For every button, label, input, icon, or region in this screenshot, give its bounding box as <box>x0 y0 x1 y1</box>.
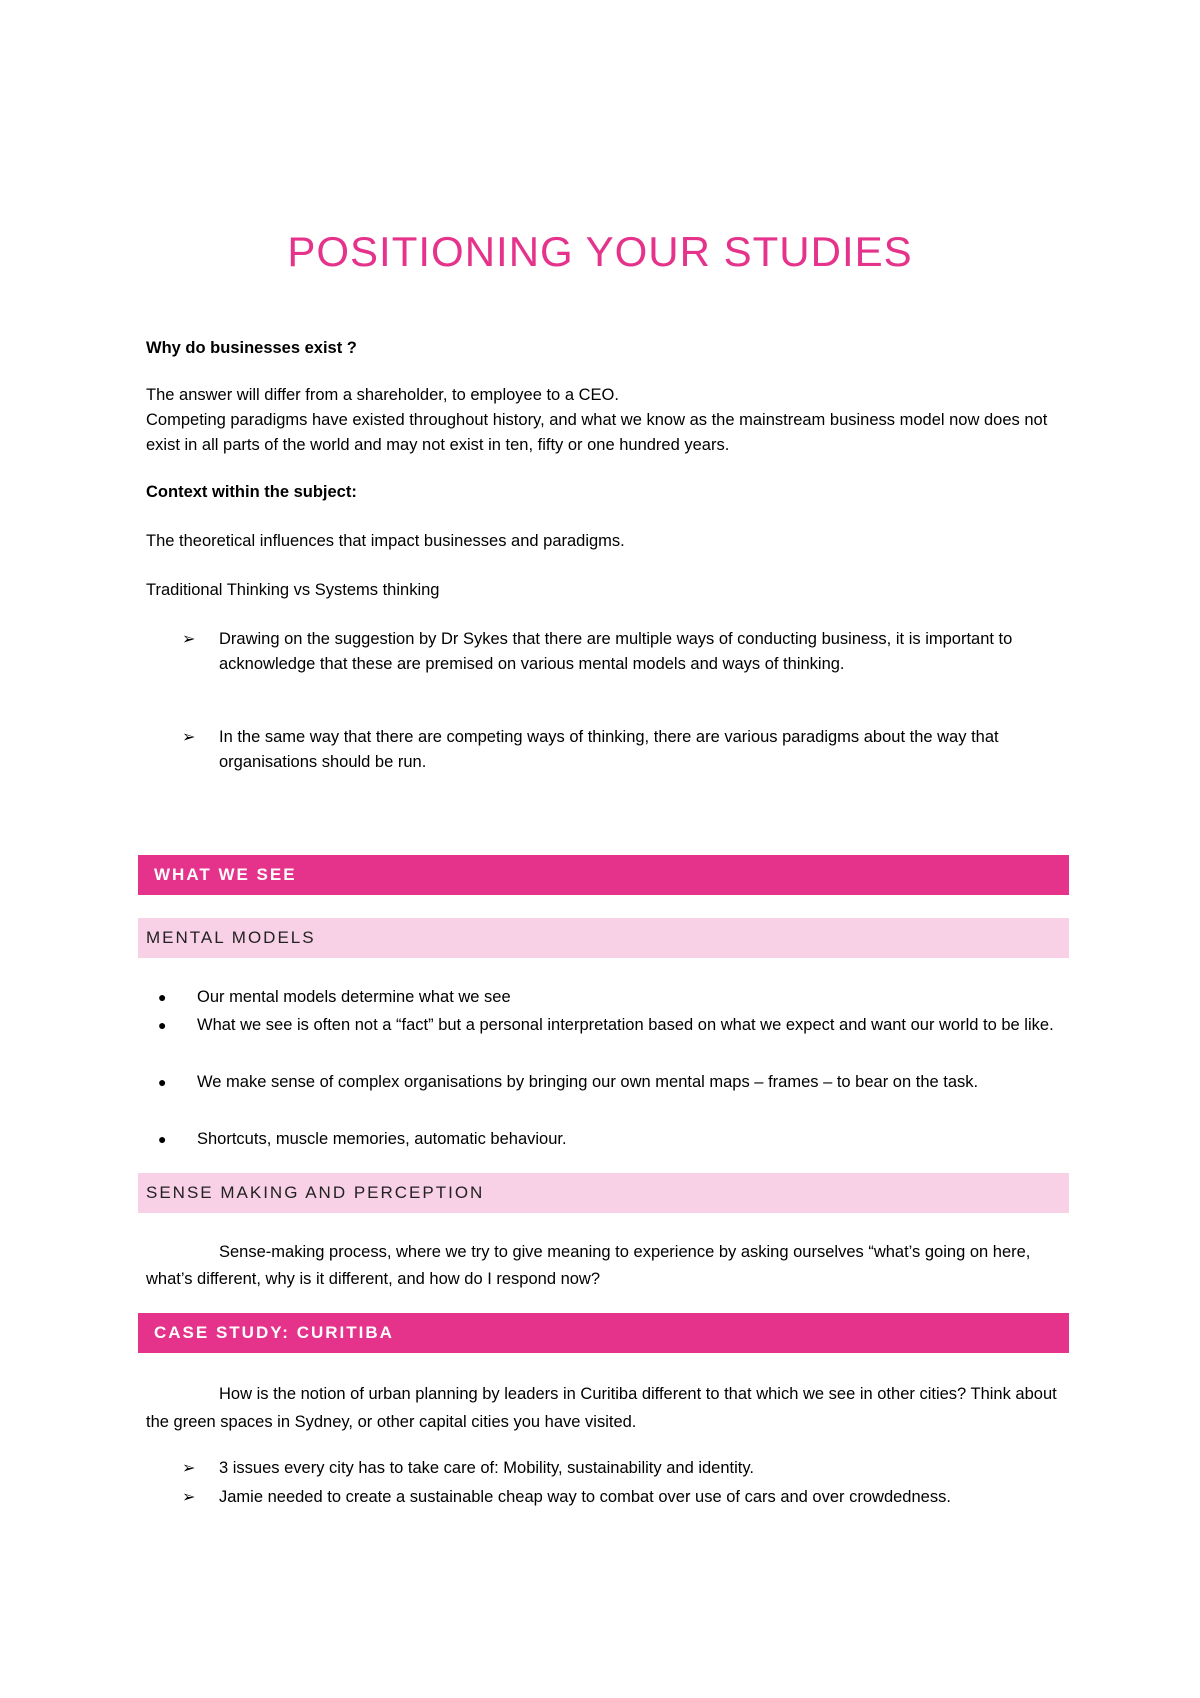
subsection-heading-mental-models: MENTAL MODELS <box>138 918 1069 958</box>
intro-line-2: Competing paradigms have existed throughout history, and what we know as the mainstream business model now does not exist in all parts of the world and may not exist in ten, fifty or one hundred years. <box>146 411 1048 454</box>
intro-question: Why do businesses exist ? <box>146 339 357 357</box>
sense-making-paragraph: Sense-making process, where we try to give meaning to experience by asking ourselves “what’s going on here, what’s different, why is it different, and how do I respond now? <box>146 1243 1031 1288</box>
list-item-text: In the same way that there are competing ways of thinking, there are various paradigms about the way that organisations should be run. <box>219 728 999 771</box>
list-item-text: Our mental models determine what we see <box>197 988 511 1006</box>
page-title: POSITIONING YOUR STUDIES <box>287 228 913 275</box>
list-item-text: We make sense of complex organisations by bringing our own mental maps – frames – to bear on the task. <box>197 1073 979 1091</box>
arrow-bullet-icon: ➢ <box>182 1460 196 1477</box>
arrow-bullet-icon: ➢ <box>182 729 196 746</box>
section-heading-what-we-see: WHAT WE SEE <box>138 855 1069 895</box>
bullet-icon: ● <box>158 1074 167 1090</box>
list-item-text: 3 issues every city has to take care of: Mobility, sustainability and identity. <box>219 1459 754 1477</box>
case-study-paragraph: How is the notion of urban planning by leaders in Curitiba different to that which we see in other cities? Think about the green spaces in Sydney, or other capital cities you have visited. <box>146 1385 1057 1431</box>
list-item-text: Drawing on the suggestion by Dr Sykes that there are multiple ways of conducting business, it is important to acknowledge that these are premised on various mental models and ways of thinking. <box>219 630 1013 673</box>
thinking-text: Traditional Thinking vs Systems thinking <box>146 581 440 599</box>
section-heading-case-study: CASE STUDY: CURITIBA <box>138 1313 1069 1353</box>
list-item-text: What we see is often not a “fact” but a personal interpretation based on what we expect and want our world to be like. <box>197 1016 1054 1034</box>
arrow-bullet-icon: ➢ <box>182 631 196 648</box>
intro-line-1: The answer will differ from a shareholder, to employee to a CEO. <box>146 386 619 404</box>
bullet-icon: ● <box>158 989 167 1005</box>
bullet-icon: ● <box>158 1131 167 1147</box>
list-item-text: Shortcuts, muscle memories, automatic behaviour. <box>197 1130 567 1148</box>
context-label: Context within the subject: <box>146 483 357 501</box>
influences-text: The theoretical influences that impact businesses and paradigms. <box>146 532 625 550</box>
list-item-text: Jamie needed to create a sustainable cheap way to combat over use of cars and over crowdedness. <box>219 1488 951 1506</box>
arrow-bullet-icon: ➢ <box>182 1489 196 1506</box>
bullet-icon: ● <box>158 1017 167 1033</box>
subsection-heading-sense-making: SENSE MAKING AND PERCEPTION <box>138 1173 1069 1213</box>
